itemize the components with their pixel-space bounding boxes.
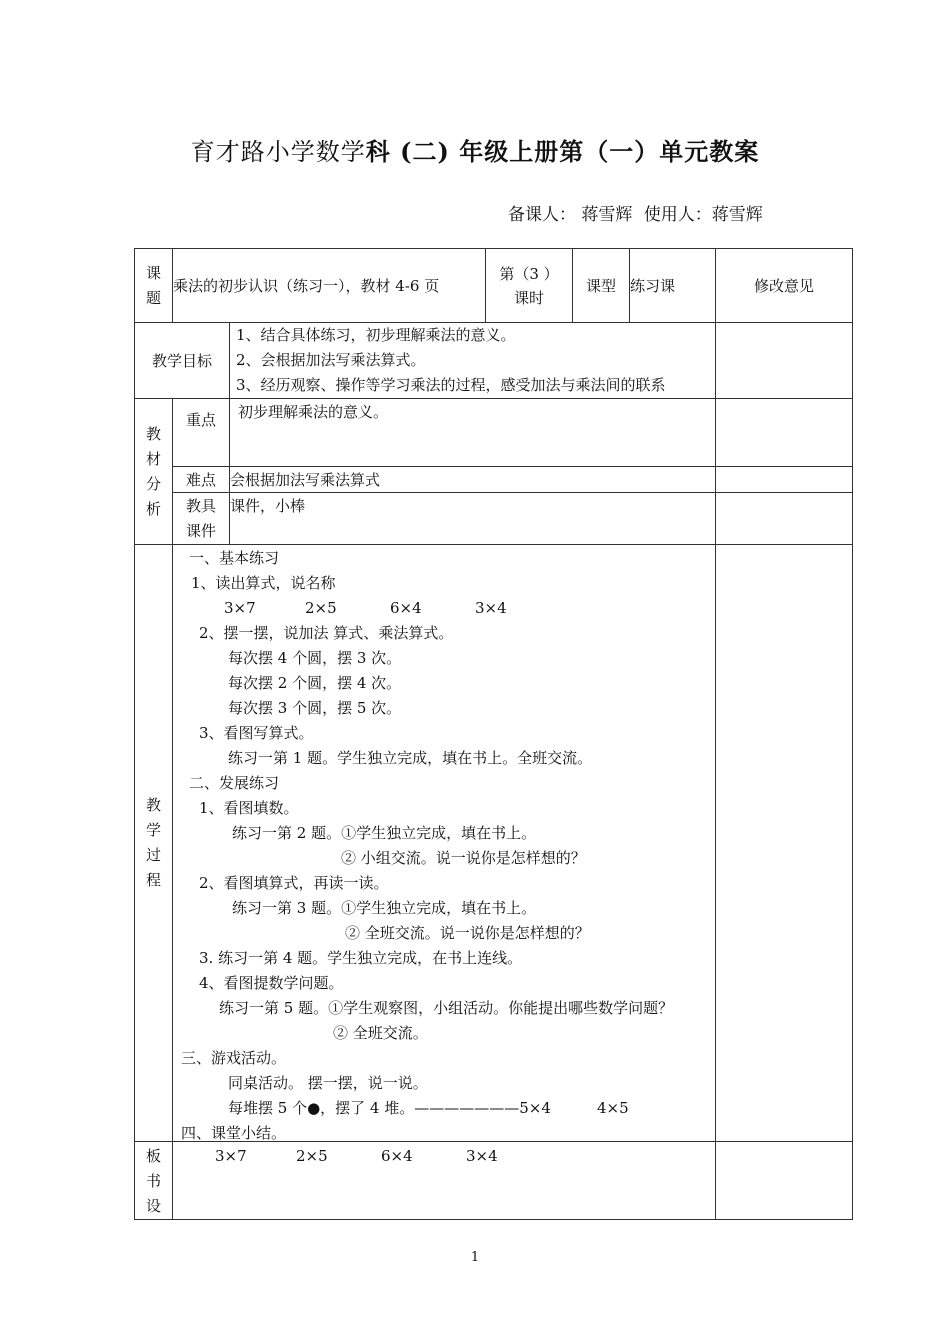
- revision-cell: [716, 399, 853, 467]
- row-process: [135, 545, 853, 1142]
- page-title: [0, 132, 950, 167]
- lesson-unit: 课时: [514, 288, 545, 307]
- row-difficult-point: [135, 467, 853, 493]
- process-line: 每次摆 2 个圆，摆 4 次。: [228, 674, 402, 692]
- key-label: 重点: [173, 399, 230, 467]
- page-number: 1: [470, 1250, 480, 1265]
- process-line: ② 小组交流。说一说你是怎样想的？: [341, 849, 586, 867]
- lesson-plan-table: [134, 248, 853, 1220]
- key-value: 初步理解乘法的意义。: [230, 399, 716, 467]
- process-line: ② 全班交流。: [333, 1024, 428, 1042]
- goal-item: 3、经历观察、操作等学习乘法的过程，感受加法与乘法间的联系: [236, 376, 666, 394]
- process-line: 1、看图填数。: [199, 799, 299, 817]
- process-line: 三、游戏活动。: [181, 1049, 287, 1067]
- goal-item: 1、结合具体练习，初步理解乘法的意义。: [236, 326, 516, 344]
- process-line: 练习一第 2 题。①学生独立完成，填在书上。: [232, 824, 537, 842]
- process-line: 2、摆一摆，说加法 算式、乘法算式。: [199, 624, 454, 642]
- process-line: 6×4: [390, 599, 422, 617]
- revision-cell: [716, 1142, 853, 1220]
- board-item: 2×5: [296, 1147, 328, 1165]
- process-line: 练习一第 1 题。学生独立完成，填在书上。全班交流。: [228, 749, 593, 767]
- goals-label: 教学目标: [135, 323, 230, 399]
- process-line: 每次摆 3 个圆，摆 5 次。: [228, 699, 402, 717]
- process-line: 同桌活动。 摆一摆，说一说。: [228, 1074, 428, 1092]
- topic-label-cell: [135, 249, 173, 323]
- lesson-number: 第（3 ）: [499, 264, 559, 283]
- analysis-label-cell: [135, 399, 173, 545]
- preparer: 备课人： 蒋雪辉: [508, 205, 633, 225]
- process-line: 3×4: [475, 599, 507, 617]
- revision-cell: [716, 467, 853, 493]
- process-line: ② 全班交流。说一说你是怎样想的？: [345, 924, 590, 942]
- process-label-cell: [135, 545, 173, 1142]
- row-topic: [135, 249, 853, 323]
- revision-header: 修改意见: [716, 249, 853, 323]
- process-line: 四、课堂小结。: [181, 1124, 287, 1142]
- process-line: 练习一第 5 题。①学生观察图，小组活动。你能提出哪些数学问题？: [219, 999, 674, 1017]
- board-label: 板书设: [146, 1147, 162, 1215]
- difficult-label: 难点: [173, 467, 230, 493]
- process-line: 3. 练习一第 4 题。学生独立完成，在书上连线。: [199, 949, 523, 967]
- process-line: 每堆摆 5 个●，摆了 4 堆。———————5×4: [228, 1099, 551, 1117]
- revision-cell: [716, 323, 853, 399]
- board-item: 3×7: [215, 1147, 247, 1165]
- type-label: 课型: [573, 249, 630, 323]
- process-line: 3×7: [224, 599, 256, 617]
- process-label: 教学过程: [146, 796, 162, 889]
- board-label-cell: [135, 1142, 173, 1220]
- process-line: 二、发展练习: [189, 774, 280, 792]
- board-item: 3×4: [466, 1147, 498, 1165]
- tools-value: 课件，小棒: [230, 493, 716, 545]
- process-line: 4、看图提数学问题。: [199, 974, 344, 992]
- row-goals: [135, 323, 853, 399]
- goals-content: [230, 323, 716, 399]
- row-board: [135, 1142, 853, 1220]
- row-tools: [135, 493, 853, 545]
- author-line: [508, 200, 769, 225]
- process-line: 3、看图写算式。: [199, 724, 314, 742]
- title-bold: 科 (二) 年级上册第（一）单元教案: [365, 137, 760, 166]
- difficult-value: 会根据加法写乘法算式: [230, 467, 716, 493]
- process-line: 4×5: [597, 1099, 629, 1117]
- type-value: 练习课: [630, 249, 716, 323]
- revision-cell: [716, 493, 853, 545]
- process-line: 一、基本练习: [189, 549, 280, 567]
- process-line: 练习一第 3 题。①学生独立完成，填在书上。: [232, 899, 537, 917]
- user: 使用人：蒋雪辉: [643, 205, 763, 225]
- process-line: 每次摆 4 个圆，摆 3 次。: [228, 649, 402, 667]
- topic-label: 课题: [146, 263, 162, 307]
- row-key-point: [135, 399, 853, 467]
- goal-item: 2、会根据加法写乘法算式。: [236, 351, 426, 369]
- process-content: [173, 545, 716, 1142]
- process-line: 2×5: [305, 599, 337, 617]
- title-plain: 育才路小学数学: [190, 138, 366, 166]
- lesson-number-cell: [486, 249, 573, 323]
- board-content: [173, 1142, 716, 1220]
- revision-cell: [716, 545, 853, 1142]
- tools-label: 教具课件: [186, 496, 217, 540]
- process-line: 1、读出算式，说名称: [191, 574, 336, 592]
- analysis-label: 教材分析: [146, 424, 162, 518]
- tools-label-cell: [173, 493, 230, 545]
- board-item: 6×4: [381, 1147, 413, 1165]
- process-line: 2、看图填算式，再读一读。: [199, 874, 389, 892]
- topic-value: 乘法的初步认识（练习一），教材 4-6 页: [173, 249, 486, 323]
